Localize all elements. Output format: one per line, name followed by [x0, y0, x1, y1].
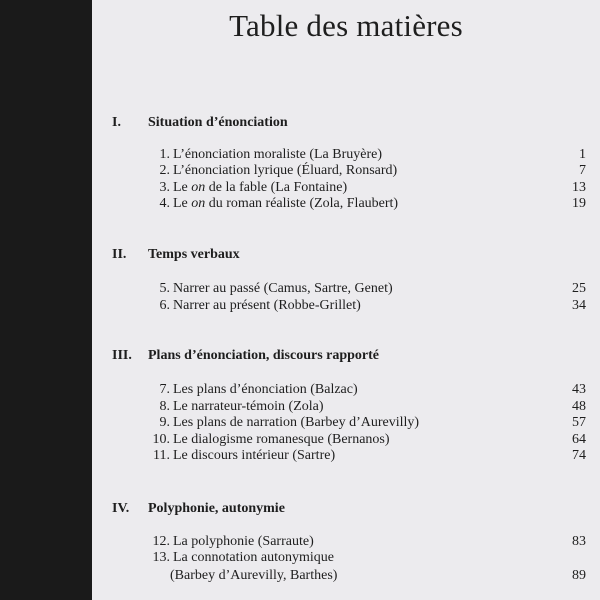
entry-number: 9. — [159, 415, 170, 430]
entry-page: 34 — [572, 298, 586, 313]
entry-title: Narrer au passé (Camus, Sartre, Genet) — [173, 281, 393, 296]
entry-page: 64 — [572, 432, 586, 447]
entry-page: 48 — [572, 399, 586, 414]
entry-page: 89 — [572, 568, 586, 583]
entry-number: 13. — [152, 550, 170, 565]
section-number: III. — [112, 348, 132, 363]
toc-entry[interactable] — [146, 146, 586, 163]
entry-title: Les plans d’énonciation (Balzac) — [173, 382, 358, 397]
entry-number: 4. — [159, 196, 170, 211]
entry-title: Le narrateur-témoin (Zola) — [173, 399, 324, 414]
entry-number: 10. — [152, 432, 170, 447]
entry-title-continuation: (Barbey d’Aurevilly, Barthes) — [170, 568, 338, 583]
entry-number: 2. — [159, 163, 170, 178]
entry-page: 7 — [579, 163, 586, 178]
section-number: I. — [112, 115, 121, 130]
entry-title: Narrer au présent (Robbe-Grillet) — [173, 298, 361, 313]
entry-title: Les plans de narration (Barbey d’Aurevilly) — [173, 415, 420, 430]
entry-page: 19 — [572, 196, 586, 211]
entry-title-pre: Le — [173, 180, 192, 195]
entry-page: 83 — [572, 534, 586, 549]
toc-entry[interactable] — [146, 398, 586, 415]
section-number: II. — [112, 247, 127, 262]
entry-title-post: du roman réaliste (Zola, Flaubert) — [205, 196, 399, 211]
entry-title: Le dialogisme romanesque (Bernanos) — [173, 432, 390, 447]
entry-title-italic: on — [191, 180, 206, 195]
entry-number: 7. — [159, 382, 170, 397]
entry-page: 13 — [572, 180, 586, 195]
toc-entry[interactable] — [146, 533, 586, 550]
section-title: Plans d’énonciation, discours rapporté — [148, 348, 380, 363]
entry-number: 11. — [153, 448, 170, 463]
toc-entry[interactable] — [146, 381, 586, 398]
entry-number: 6. — [159, 298, 170, 313]
toc-entry[interactable] — [146, 195, 586, 212]
book-page — [92, 0, 600, 600]
toc-entry[interactable] — [146, 447, 586, 464]
entry-title-italic: on — [191, 196, 206, 211]
entry-number: 3. — [159, 180, 170, 195]
toc-entry[interactable] — [146, 297, 586, 314]
entry-title-pre: Le — [173, 196, 192, 211]
toc-entry[interactable] — [146, 431, 586, 448]
entry-page: 1 — [579, 147, 586, 162]
entry-title: La polyphonie (Sarraute) — [173, 534, 314, 549]
entry-title: La connotation autonymique — [173, 550, 334, 565]
section-title: Situation d’énonciation — [148, 115, 288, 130]
section-title: Temps verbaux — [148, 247, 240, 262]
toc-entry[interactable] — [146, 549, 586, 566]
entry-number: 12. — [152, 534, 170, 549]
toc-entry[interactable] — [146, 414, 586, 431]
section-title: Polyphonie, autonymie — [148, 501, 285, 516]
entry-number: 5. — [159, 281, 170, 296]
entry-page: 74 — [572, 448, 586, 463]
entry-page: 57 — [572, 415, 586, 430]
entry-title: L’énonciation moraliste (La Bruyère) — [173, 147, 383, 162]
entry-page: 25 — [572, 281, 586, 296]
entry-number: 1. — [159, 147, 170, 162]
entry-number: 8. — [159, 399, 170, 414]
toc-entry-continuation[interactable] — [146, 567, 586, 584]
section-number: IV. — [112, 501, 130, 516]
toc-entry[interactable] — [146, 179, 586, 196]
entry-title-post: de la fable (La Fontaine) — [205, 180, 348, 195]
page-title: Table des matières — [229, 8, 463, 43]
toc-entry[interactable] — [146, 280, 586, 297]
toc-entry[interactable] — [146, 162, 586, 179]
entry-title: L’énonciation lyrique (Éluard, Ronsard) — [173, 163, 398, 178]
entry-page: 43 — [572, 382, 586, 397]
entry-title: Le discours intérieur (Sartre) — [173, 448, 336, 463]
